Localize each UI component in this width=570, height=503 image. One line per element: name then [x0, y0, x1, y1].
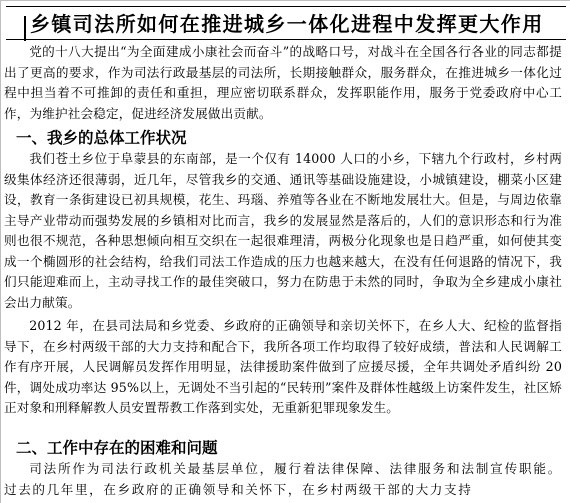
section1-paragraph-2: 2012 年，在县司法局和乡党委、乡政府的正确领导和亲切关怀下，在乡人大、纪检的监督指导下，在乡村两级干部的大力支持和配合下，我所各项工作均取得了较好成绩，普法和人民调解工作有序开展，人民调解员发挥作用明显，法律援助案件做到了应援尽援，全年共调处矛盾纠纷 20 件，调处成功率达 95%以上，无调处不当引起的“民转刑”案件及群体性越级上访案件发生，社区矫正对象和刑释解教人员安置帮教工作落到实处，无重新犯罪现象发生。 — [4, 318, 562, 415]
section1-paragraph-1: 我们苍土乡位于阜蒙县的东南部，是一个仅有 14000 人口的小乡，下辖九个行政村，乡村两级集体经济还很薄弱，近几年，尽管我乡的交通、通讯等基础设施建设，小城镇建设，棚菜小区建设，教育一条街建设已初具规模，花生、玛瑙、养殖等各业在不断地发展壮大。但是，与周边依靠主导产业带动而强势发展的乡镇相对比而言，我乡的发展显然是落后的，人们的意识形态和行为准则也很不规范，各种思想倾向相互交织在一起很难理清，两极分化现象也是日趋严重，如何使其变成一个椭圆形的社会结构，给我们司法工作造成的压力也越来越大，在没有任何退路的情况下，我们只能迎难而上，主动寻找工作的最佳突破口，努力在防患于未然的同时，争取为全乡建成小康社会出力献策。 — [4, 151, 562, 310]
page-border-top — [0, 0, 570, 1]
intro-paragraph: 党的十八大提出“为全面建成小康社会而奋斗”的战略口号，对战斗在全国各行各业的同志都提出了更高的要求，作为司法行政最基层的司法所，长期接触群众，服务群众，在推进城乡一体化过程中担当着不可推卸的责任和重担，理应密切联系群众，发挥职能作用，服务于党委政府中心工作，为维护社会稳定，促进经济发展做出贡献。 — [4, 44, 562, 121]
section1-heading: 一、我乡的总体工作状况 — [16, 129, 187, 147]
section2-paragraph-1: 司法所作为司法行政机关最基层单位，履行着法律保障、法律服务和法制宣传职能。过去的几年里，在乡政府的正确领导和关怀下，在乡村两级干部的大力支持 — [4, 461, 562, 497]
section2-heading: 二、工作中存在的困难和问题 — [16, 439, 218, 457]
title-accent-bar — [24, 16, 26, 41]
title-box — [6, 6, 566, 40]
page-title: 乡镇司法所如何在推进城乡一体化进程中发挥更大作用 — [30, 12, 544, 36]
page-border-left — [0, 0, 1, 503]
